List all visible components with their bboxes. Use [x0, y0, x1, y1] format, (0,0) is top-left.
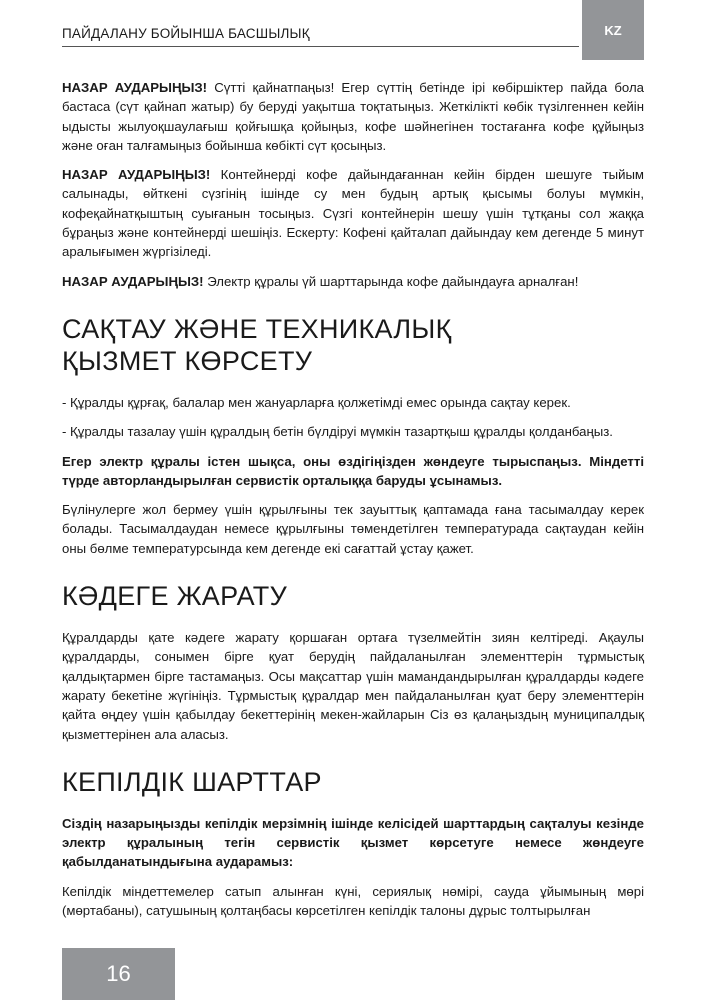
page-content — [62, 78, 644, 930]
warranty-paragraph: Кепілдік міндеттемелер сатып алынған күні, сериялық нөмірі, сауда ұйымының мөрі (мөртабаны), сатушының қолтаңбасы көрсетілген кепілдік талоны дұрыс толтырылған — [62, 883, 644, 919]
transport-paragraph: Бүлінулерге жол бермеу үшін құрылғыны тек зауыттық қаптамада ғана тасымалдау керек болады. Тасымалдаудан немесе құрылғыны төмендетілген температурада сақтаудан кейін оны бөлме температурсында кем дегенде екі сағаттай ұстау қажет. — [62, 502, 644, 556]
storage-item-1: - Құралды құрғақ, балалар мен жануарларға қолжетімді емес орында сақтау керек. — [62, 394, 571, 410]
storage-heading-line-2: ҚЫЗМЕТ КӨРСЕТУ — [62, 345, 313, 376]
language-tab: KZ — [582, 0, 644, 60]
section-heading-disposal: КӘДЕГЕ ЖАРАТУ — [62, 581, 288, 612]
warning-paragraph-1 — [62, 78, 644, 155]
warning-paragraph-2 — [62, 165, 644, 261]
warning-text: Сүтті қайнатпаңыз! Егер сүттің бетінде ірі көбіршіктер пайда бола бастаса (сүт қайнап жатыр) бу беруді уақытша тоқтатыңыз. Жеткілікті көбік түзілгеннен кейін ыдысты жылуоқшаулағыш қойғышқа қойыңыз, кофе шәйнегінен тостағанға кофе құйыңыз және оған талғамыңыз бойынша көбікті сүт қосыңыз. — [62, 80, 644, 153]
warning-text: Контейнерді кофе дайындағаннан кейін бірден шешуге тыйым салынады, өйткені сүзгінің ішінде су мен будың артық қысымы болуы мүмкін, кофеқайнатқыштың суығанын тосыңыз. Сүзгі контейнерін шешу үшін тұтқаны сол жаққа бұраңыз және контейнерді шешіңіз. Ескерту: Кофені қайталап дайындау кем дегенде 5 минут аралығымен жүргізіледі. — [62, 167, 644, 260]
storage-item-2: - Құралды тазалау үшін құралдың бетін бүлдіруі мүмкін тазартқыш құралды қолданбаңыз. — [62, 424, 613, 440]
warning-label: НАЗАР АУДАРЫҢЫЗ! — [62, 80, 208, 95]
section-heading-storage — [62, 313, 644, 377]
warning-text: Электр құралы үй шарттарында кофе дайындауға арналған! — [203, 273, 579, 289]
header-divider — [62, 46, 579, 47]
repair-warning: Егер электр құралы істен шықса, оны өздігіңізден жөндеуге тырыспаңыз. Міндетті түрде авторландырылған сервистік орталыққа баруды ұсынамыз. — [62, 453, 644, 488]
storage-heading-line-1: САҚТАУ ЖӘНЕ ТЕХНИКАЛЫҚ — [62, 313, 452, 344]
warranty-intro: Сіздің назарыңызды кепілдік мерзімнің ішінде келісідей шарттардың сақталуы кезінде электр құралының тегін сервистік қызмет көрсетуге немесе жөндеуге қабылданатындығына аударамыз: — [62, 815, 644, 870]
warning-label: НАЗАР АУДАРЫҢЫЗ! — [62, 273, 204, 289]
warning-label: НАЗАР АУДАРЫҢЫЗ! — [62, 167, 211, 183]
warning-paragraph-3 — [62, 272, 644, 291]
page-number: 16 — [62, 948, 175, 1000]
running-header-title: ПАЙДАЛАНУ БОЙЫНША БАСШЫЛЫҚ — [62, 26, 310, 41]
section-heading-warranty: КЕПІЛДІК ШАРТТАР — [62, 766, 322, 797]
disposal-paragraph: Құралдарды қате кәдеге жарату қоршаған ортаға түзелмейтін зиян келтіреді. Ақаулы құралдарды, сонымен бірге қуат берудің пайдаланылған элементтерін тұрмыстық қалдықтармен бірге тастамаңыз. Осы мақсаттар үшін мамандандырылған құралдарды кәдеге жарату бекетіне жүгініңіз. Тұрмыстық құралдар мен пайдаланылған қуат беру элементтерін қайта өңдеу үшін қабылдау бекеттерінің мекен-жайларын Сіз өз қалаңыздың муниципалдық қызметтерінен ала аласыз. — [62, 630, 644, 742]
